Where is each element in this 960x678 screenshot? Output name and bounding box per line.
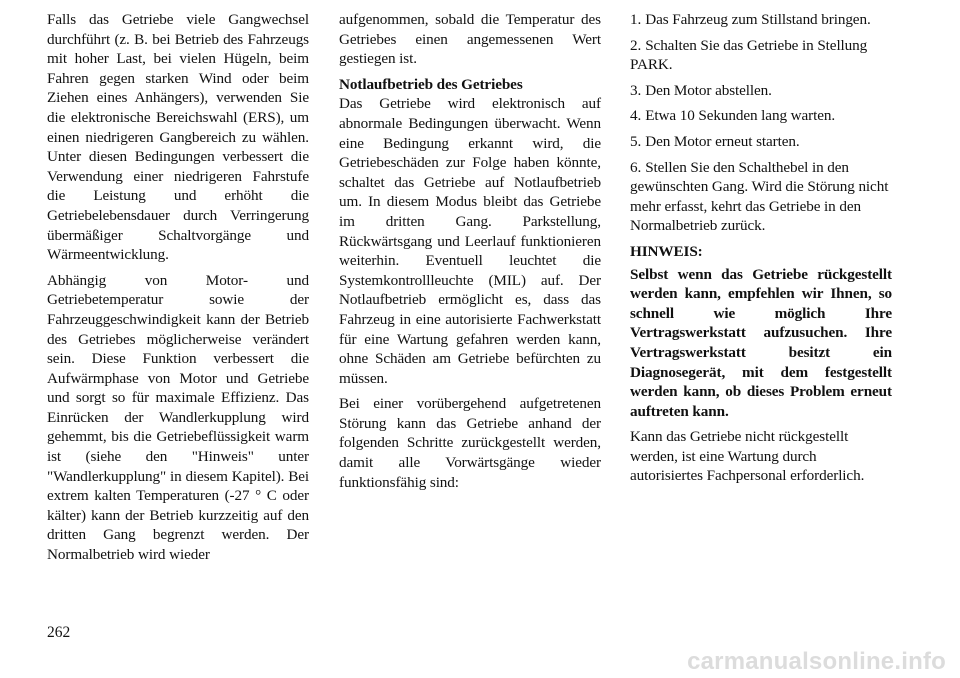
paragraph: Das Getriebe wird elektronisch auf abnormale Bedingungen überwacht. Wenn eine Bedingung erkannt wird, die Getriebeschäden zur Folge haben könnte, schaltet das Getriebe auf Notlaufbetrieb um. In diesem Modus bleibt das Getriebe im dritten Gang. Parkstellung, Rückwärtsgang und Leerlauf funktionieren weiterhin. Eventuell leuchtet die Systemkontrollleuchte (MIL) auf. Der Notlaufbetrieb ermöglicht es, dass das Fahrzeug in eine autorisierte Fachwerkstatt für eine Wartung gefahren werden kann, ohne Schäden am Getriebe befürchten zu müssen.	[339, 95, 601, 387]
watermark-logo: carmanualsonline.info	[687, 648, 946, 675]
step-item	[630, 132, 892, 152]
paragraph: Kann das Getriebe nicht rückgestellt werden, ist eine Wartung durch autorisiertes Fachpersonal erforderlich.	[630, 428, 865, 485]
paragraph: aufgenommen, sobald die Temperatur des Getriebes einen angemessenen Wert gestiegen ist.	[339, 11, 601, 68]
step-item	[630, 10, 892, 30]
step-item	[630, 81, 892, 101]
paragraph: Falls das Getriebe viele Gangwechsel durchführt (z. B. bei Betrieb des Fahrzeugs mit hoher Last, bei vielen Hügeln, beim Fahren gegen starken Wind oder beim Ziehen eines Anhängers), verwenden Sie die elektronische Bereichswahl (ERS), um einen niedrigeren Gangbereich zu wählen. Unter diesen Bedingungen verbessert die Verwendung einer niedrigeren Fahrstufe die Leistung und erhöht die Getriebelebensdauer durch Verringerung übermäßiger Schaltvorgänge und Wärmeentwicklung.	[47, 11, 309, 264]
note-text: Selbst wenn das Getriebe rückgestellt werden kann, empfehlen wir Ihnen, so schnell wie möglich Ihre Vertragswerkstatt aufzusuchen. Ihre Vertragswerkstatt besitzt ein Diagnosegerät, mit dem festgestellt werden kann, ob dieses Problem erneut auftreten kann.	[630, 265, 892, 420]
step-text: Etwa 10 Sekunden lang warten.	[645, 107, 836, 125]
step-number: 3.	[630, 81, 642, 99]
step-text: Den Motor erneut starten.	[645, 132, 800, 150]
step-number: 4.	[630, 107, 642, 125]
note-label: HINWEIS:	[630, 242, 703, 260]
text-column-1	[47, 10, 309, 571]
step-item	[630, 158, 892, 236]
paragraph: Abhängig von Motor- und Getriebetemperatur sowie der Fahrzeuggeschwindigkeit kann der Betrieb des Getriebes möglicherweise verändert sein. Diese Funktion verbessert die Aufwärmphase von Motor und Getriebe und sorgt so für maximale Effizienz. Das Einrücken der Wandlerkupplung wird gehemmt, bis die Getriebeflüssigkeit warm ist (siehe den "Hinweis" unter "Wandlerkupplung" in diesem Kapitel). Bei extrem kalten Temperaturen (-27 ° C oder kälter) kann der Betrieb kurzzeitig auf den dritten Gang begrenzt werden. Der Normalbetrieb wird wieder	[47, 271, 309, 564]
step-text: Schalten Sie das Getriebe in Stellung PARK.	[630, 36, 868, 74]
paragraph: Bei einer vorübergehend aufgetretenen Störung kann das Getriebe anhand der folgenden Schritte zurückgestellt werden, damit alle Vorwärtsgänge wieder funktionsfähig sind:	[339, 395, 601, 491]
step-number: 2.	[630, 36, 642, 54]
step-item	[630, 36, 892, 75]
step-number: 1.	[630, 11, 642, 28]
page-number: 262	[47, 624, 71, 641]
text-column-2	[339, 10, 601, 498]
section-heading: Notlaufbetrieb des Getriebes	[339, 75, 523, 93]
step-item	[630, 106, 892, 126]
text-column-3	[630, 10, 892, 492]
step-text: Den Motor abstellen.	[645, 81, 772, 99]
step-number: 6.	[630, 158, 642, 176]
step-text: Das Fahrzeug zum Stillstand bringen.	[645, 11, 871, 28]
step-number: 5.	[630, 132, 642, 150]
step-text: Stellen Sie den Schalthebel in den gewünschten Gang. Wird die Störung nicht mehr erfasst, kehrt das Getriebe in den Normalbetrieb zurück.	[630, 158, 889, 235]
